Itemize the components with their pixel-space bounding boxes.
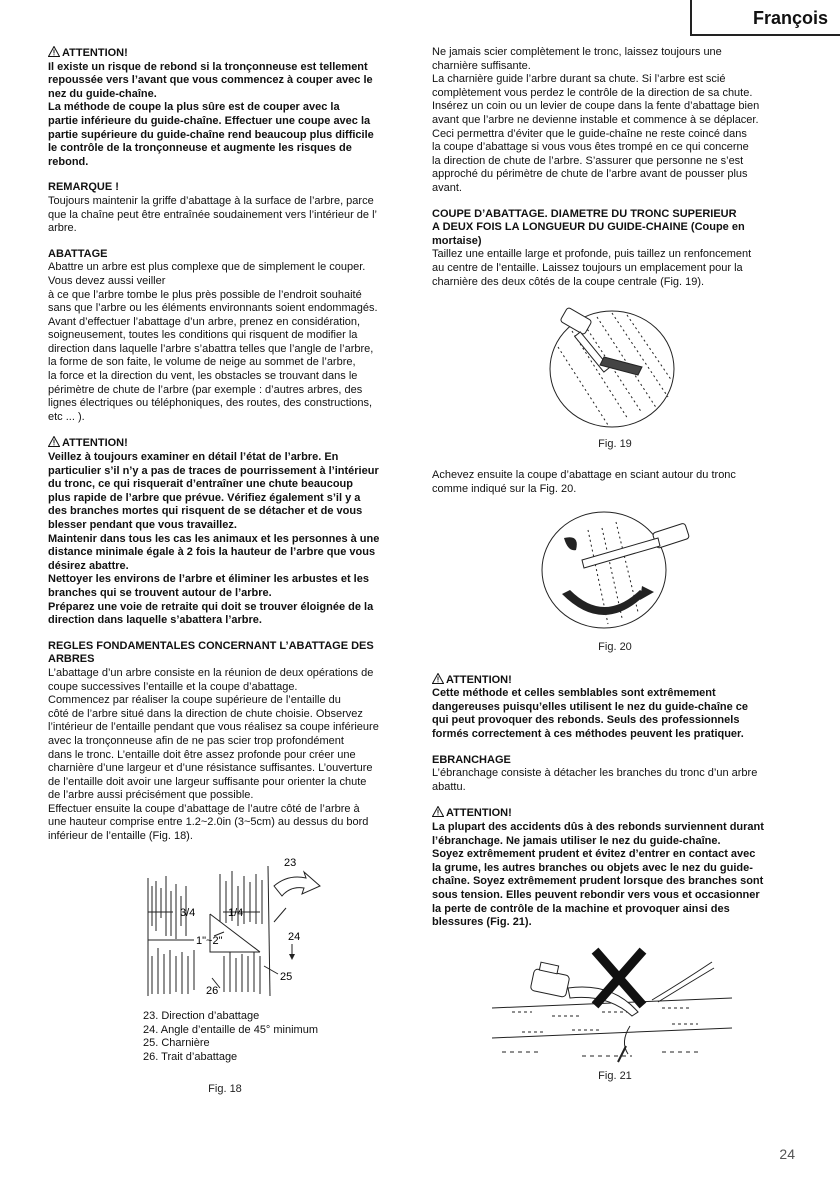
text-line: formés correctement à ces méthodes peuvent les pratiquer. bbox=[432, 728, 744, 741]
achevez-paragraph bbox=[432, 469, 798, 496]
prohibition-x-icon bbox=[598, 954, 640, 1002]
text-line: Vous devez aussi veiller bbox=[48, 274, 166, 287]
text-line: soigneusement, toutes les conditions qui risquent de modifier la bbox=[48, 329, 358, 342]
text-line: l’ébranchage. Ne jamais utiliser le nez du guide-chaîne. bbox=[432, 834, 721, 847]
text-line: avec la tronçonneuse afin de ne pas scier trop profondément bbox=[48, 734, 344, 747]
text-line: particulier s’il n’y a pas de traces de pourrissement à l’intérieur bbox=[48, 464, 379, 477]
remarque-heading: REMARQUE ! bbox=[48, 181, 119, 194]
figure-18-legend bbox=[143, 1010, 412, 1064]
left-column bbox=[48, 46, 412, 1096]
right-column bbox=[432, 46, 798, 1084]
text-line: Taillez une entaille large et profonde, puis taillez un renfoncement bbox=[432, 248, 752, 261]
text-line: arbre. bbox=[48, 222, 77, 235]
text-line: désirez abattre. bbox=[48, 559, 129, 572]
legend-item: 24. Angle d’entaille de 45° minimum bbox=[143, 1023, 319, 1036]
legend-item: 26. Trait d’abattage bbox=[143, 1051, 238, 1064]
figure-21 bbox=[432, 942, 798, 1084]
text-line: la coupe d’abattage si vous vous êtes trompé en ce qui concerne bbox=[432, 141, 749, 154]
attention-heading: ATTENTION! bbox=[48, 436, 412, 451]
text-line: Soyez extrêmement prudent et évitez d’entrer en contact avec bbox=[432, 848, 756, 861]
abattage-block bbox=[48, 248, 412, 425]
warning-triangle-icon bbox=[432, 673, 444, 684]
text-line: du tronc, ce qui risquerait d’entraîner une chute beaucoup bbox=[48, 478, 353, 491]
text-line: etc ... ). bbox=[48, 410, 85, 423]
abattage-heading: ABATTAGE bbox=[48, 247, 108, 260]
text-line: des branches mortes qui risquent de se détacher et de vous bbox=[48, 505, 363, 518]
text-line: charnière d’une largeur et d’une résistance suffisantes. L’ouverture bbox=[48, 762, 373, 775]
text-line: nez du guide-chaîne. bbox=[48, 87, 157, 100]
text-line: Cette méthode et celles semblables sont extrêmement bbox=[432, 687, 716, 700]
text-line: la direction de chute de l’arbre. S’assurer que personne ne s’est bbox=[432, 154, 744, 167]
text-line: Abattre un arbre est plus complexe que de simplement le couper. bbox=[48, 261, 366, 274]
text-line: sans que l’arbre ou les éléments environnants soient endommagés. bbox=[48, 302, 378, 315]
figure-21-caption: Fig. 21 bbox=[598, 1070, 632, 1083]
text-line: la grume, les autres branches ou objets avec le nez du guide- bbox=[432, 861, 753, 874]
figure-20 bbox=[432, 508, 798, 654]
text-line: Il existe un risque de rebond si la tronçonneuse est tellement bbox=[48, 60, 368, 73]
text-line: Préparez une voie de retraite qui doit se trouver éloignée de la bbox=[48, 600, 374, 613]
attention-block-1 bbox=[48, 46, 412, 169]
text-line: L’abattage d’un arbre consiste en la réunion de deux opérations de bbox=[48, 666, 374, 679]
text-line: repoussée vers l’avant que vous commencez à couper avec le bbox=[48, 74, 373, 87]
figure-18-caption: Fig. 18 bbox=[208, 1082, 242, 1095]
text-line: au centre de l’entaille. Laissez toujours un emplacement pour la bbox=[432, 261, 743, 274]
text-line: côté de l’arbre situé dans la direction de chute choisie. Observez bbox=[48, 707, 363, 720]
text-line: sous tension. Elles peuvent rebondir vers vous et occasionner bbox=[432, 888, 760, 901]
text-line: chaîne. Soyez extrêmement prudent lorsque des branches sont bbox=[432, 875, 764, 888]
ebranchage-block bbox=[432, 754, 798, 795]
text-line: une hauteur comprise entre 1.2~2.0in (3~5cm) au dessus du bord bbox=[48, 816, 369, 829]
text-line: périmètre de chute de l’arbre (par exemple : d’autres arbres, des bbox=[48, 383, 363, 396]
text-line: complètement vous perdez le contrôle de la direction de sa chute. bbox=[432, 86, 753, 99]
text-line: comme indiqué sur la Fig. 20. bbox=[432, 482, 577, 495]
warning-triangle-icon bbox=[48, 436, 60, 447]
text-line: direction dans laquelle l’arbre s’abattra telles que l’angle de l’arbre, bbox=[48, 342, 374, 355]
text-line: Effectuer ensuite la coupe d’abattage de l’autre côté de l’arbre à bbox=[48, 802, 360, 815]
text-line: charnière des deux côtés de la coupe centrale (Fig. 19). bbox=[432, 275, 705, 288]
text-line: Ceci permettra d’éviter que le guide-chaîne ne reste coincé dans bbox=[432, 127, 747, 140]
text-line: Commencez par réaliser la coupe supérieure de l’entaille du bbox=[48, 694, 341, 707]
text-line: de l’arbre aussi précisément que possible. bbox=[48, 789, 254, 802]
circular-cut-diagram bbox=[432, 508, 798, 632]
legend-item: 23. Direction d’abattage bbox=[143, 1010, 260, 1023]
text-line: lignes électriques ou téléphoniques, des routes, des constructions, bbox=[48, 397, 373, 410]
label-24: 24 bbox=[288, 930, 301, 943]
text-line: inférieur de l’entaille (Fig. 18). bbox=[48, 830, 193, 843]
text-line: La plupart des accidents dûs à des rebonds surviennent durant bbox=[432, 821, 764, 833]
text-line: à ce que l’arbre tombe le plus près possible de l’endroit souhaité bbox=[48, 288, 362, 301]
plunge-cut-diagram bbox=[432, 301, 798, 431]
coupe-heading: COUPE D’ABATTAGE. DIAMETRE DU TRONC SUPERIEUR bbox=[432, 207, 737, 220]
text-line: direction dans laquelle s’abattera l’arbre. bbox=[48, 614, 262, 627]
attention-block-2 bbox=[48, 436, 412, 627]
limbing-kickback-diagram bbox=[432, 942, 798, 1072]
coupe-heading: A DEUX FOIS LA LONGUEUR DU GUIDE-CHAINE (Coupe en bbox=[432, 221, 745, 234]
text-line: partie inférieure du guide-chaîne. Effectuer une coupe avec la bbox=[48, 114, 371, 127]
label-three-quarter: 3/4 bbox=[180, 906, 196, 919]
text-line: branches qui se trouvent autour de l’arbre. bbox=[48, 586, 272, 599]
text-line: blesser pendant que vous travaillez. bbox=[48, 519, 237, 531]
text-line: avant. bbox=[432, 181, 462, 194]
text-line: qui peut provoquer des rebonds. Seuls des professionnels bbox=[432, 714, 740, 727]
text-line: Veillez à toujours examiner en détail l’état de l’arbre. En bbox=[48, 451, 339, 464]
text-line: blessures (Fig. 21). bbox=[432, 916, 532, 929]
attention-heading: ATTENTION! bbox=[48, 46, 412, 61]
text-line: charnière suffisante. bbox=[432, 59, 531, 72]
felling-notch-diagram bbox=[48, 856, 412, 1006]
figure-19-caption: Fig. 19 bbox=[598, 437, 632, 450]
text-line: avant que l’arbre ne devienne instable et commence à se déplacer. bbox=[432, 113, 759, 126]
figure-18 bbox=[48, 856, 412, 1097]
label-one-quarter: 1/4 bbox=[228, 906, 244, 919]
text-line: La méthode de coupe la plus sûre est de couper avec la bbox=[48, 101, 340, 114]
text-line: approché du périmètre de chute de l’arbre avant de pousser plus bbox=[432, 168, 748, 181]
text-line: la perte de contrôle de la machine et provoquer ainsi des bbox=[432, 902, 730, 915]
text-line: Achevez ensuite la coupe d’abattage en sciant autour du tronc bbox=[432, 469, 736, 482]
legend-item: 25. Charnière bbox=[143, 1037, 210, 1050]
text-line: coupe successives l’entaille et la coupe d’abattage. bbox=[48, 680, 298, 693]
text-line: l’intérieur de l’entaille pendant que vous réalisez sa coupe inférieure bbox=[48, 721, 379, 734]
warning-triangle-icon bbox=[48, 46, 60, 57]
label-25: 25 bbox=[280, 970, 293, 983]
text-line: Avant d’effectuer l’abattage d’un arbre, prenez en considération, bbox=[48, 315, 361, 328]
ebranchage-heading: EBRANCHAGE bbox=[432, 753, 511, 766]
text-line: dans le tronc. L’entaille doit être assez profonde pour créer une bbox=[48, 748, 356, 761]
text-line: Insérez un coin ou un levier de coupe dans la fente d’abattage bien bbox=[432, 100, 760, 113]
attention-heading: ATTENTION! bbox=[432, 806, 798, 821]
text-line: la forme de son faite, le volume de neige au sommet de l’arbre, bbox=[48, 356, 356, 369]
regles-heading: REGLES FONDAMENTALES CONCERNANT L’ABATTAGE DES ARBRES bbox=[48, 639, 374, 666]
language-label: François bbox=[752, 8, 828, 28]
text-line: L’ébranchage consiste à détacher les branches du tronc d’un arbre bbox=[432, 767, 758, 780]
text-line: distance minimale égale à 2 fois la hauteur de l’arbre que vous bbox=[48, 546, 376, 559]
attention-block-4 bbox=[432, 806, 798, 929]
charniere-paragraph bbox=[432, 46, 798, 196]
label-range: 1"~2" bbox=[196, 934, 223, 947]
text-line: de l’entaille doit avoir une largeur suffisante pour orienter la chute bbox=[48, 775, 367, 788]
text-line: Ne jamais scier complètement le tronc, laissez toujours une bbox=[432, 46, 722, 58]
text-line: Toujours maintenir la griffe d’abattage à la surface de l’arbre, parce bbox=[48, 194, 374, 207]
text-line: Nettoyer les environs de l’arbre et éliminer les arbustes et les bbox=[48, 573, 369, 586]
attention-block-3 bbox=[432, 673, 798, 742]
text-line: plus rapide de l’arbre que prévue. Vérifiez également s’il y a bbox=[48, 491, 361, 504]
language-tab bbox=[690, 0, 840, 36]
text-line: La charnière guide l’arbre durant sa chute. Si l’arbre est scié bbox=[432, 73, 726, 86]
coupe-block bbox=[432, 208, 798, 290]
text-line: le contrôle de la tronçonneuse et augmente les risques de bbox=[48, 142, 352, 155]
text-line: rebond. bbox=[48, 155, 89, 168]
text-line: dangereuses puisqu’elles utilisent le nez du guide-chaîne ce bbox=[432, 700, 749, 713]
regles-block bbox=[48, 640, 412, 844]
figure-20-caption: Fig. 20 bbox=[598, 641, 632, 654]
text-line: abattu. bbox=[432, 780, 466, 793]
label-26: 26 bbox=[206, 984, 219, 997]
text-line: la force et la direction du vent, les obstacles se trouvant dans le bbox=[48, 370, 358, 383]
text-line: Maintenir dans tous les cas les animaux et les personnes à une bbox=[48, 532, 380, 545]
remarque-block bbox=[48, 181, 412, 235]
figure-19 bbox=[432, 301, 798, 451]
label-23: 23 bbox=[284, 856, 297, 869]
coupe-heading: mortaise) bbox=[432, 234, 482, 247]
attention-heading: ATTENTION! bbox=[432, 673, 798, 688]
warning-triangle-icon bbox=[432, 806, 444, 817]
page-number: 24 bbox=[779, 1146, 795, 1162]
text-line: partie supérieure du guide-chaîne rend beaucoup plus difficile bbox=[48, 128, 374, 141]
text-line: que la chaîne peut être entraînée soudainement vers l’intérieur de l’ bbox=[48, 208, 377, 221]
